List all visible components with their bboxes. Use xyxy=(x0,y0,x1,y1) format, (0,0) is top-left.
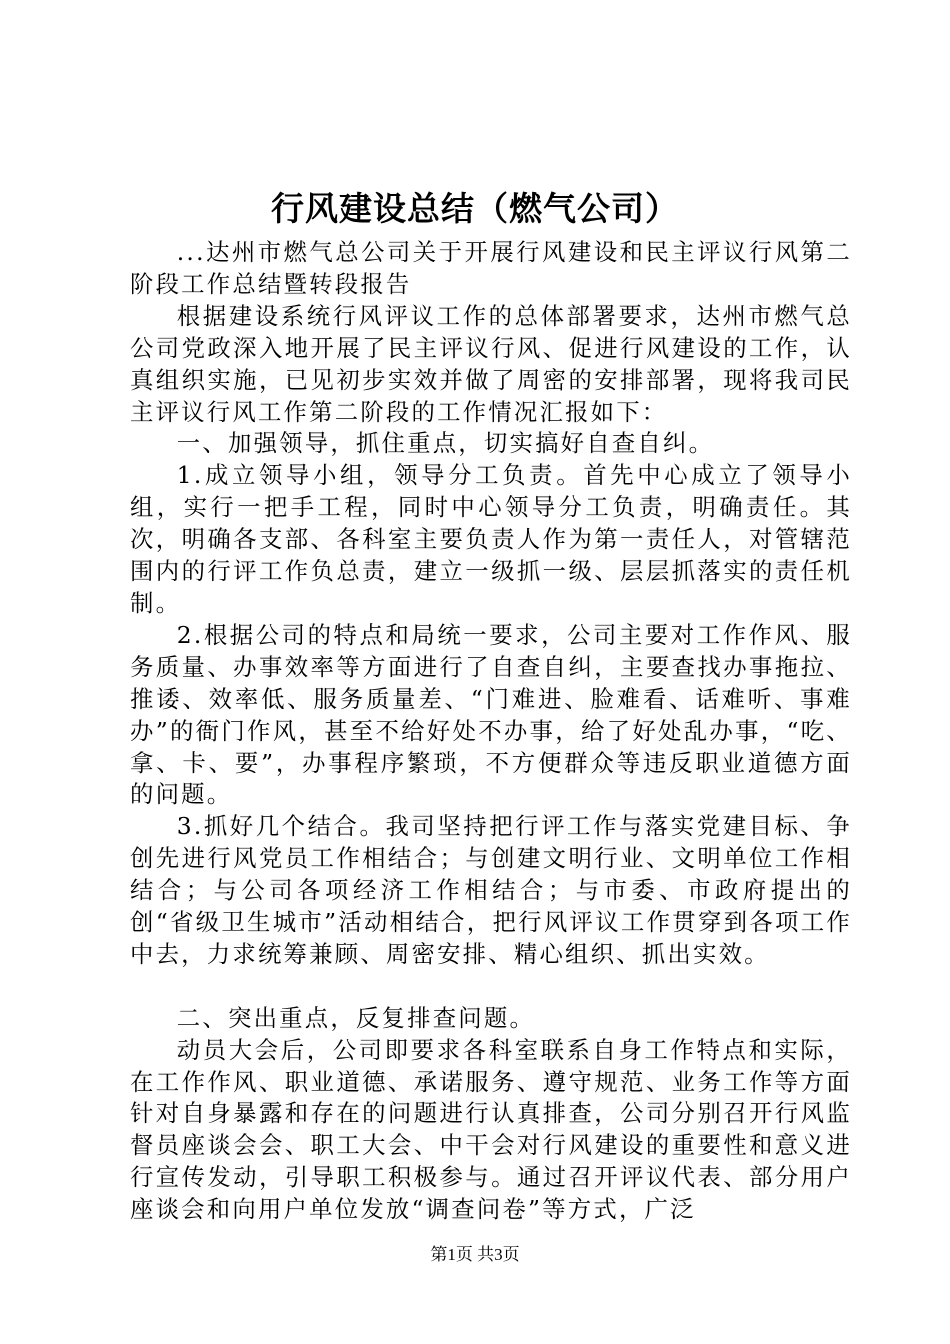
paragraph-item-1: 1.成立领导小组，领导分工负责。首先中心成立了领导小组，实行一把手工程，同时中心领导分工负责，明确责任。其次，明确各支部、各科室主要负责人作为第一责任人，对管辖范围内的行评工作负总责，建立一级抓一级、层层抓落实的责任机制。 xyxy=(130,461,852,617)
section-heading-1: 一、加强领导，抓住重点，切实搞好自查自纠。 xyxy=(176,429,715,458)
paragraph-intro: ...达州市燃气总公司关于开展行风建设和民主评议行风第二阶段工作总结暨转段报告 xyxy=(130,238,852,298)
document-title: 行风建设总结（燃气公司） xyxy=(271,189,679,228)
page-number-footer: 第1页 共3页 xyxy=(430,1245,520,1264)
document-body xyxy=(130,237,852,1226)
paragraph-item-3: 3.抓好几个结合。我司坚持把行评工作与落实党建目标、争创先进行风党员工作相结合；与创建文明行业、文明单位工作相结合；与公司各项经济工作相结合；与市委、市政府提出的创“省级卫生城市”活动相结合，把行风评议工作贯穿到各项工作中去，力求统筹兼顾、周密安排、精心组织、抓出实效。 xyxy=(130,812,852,968)
section-heading-2: 二、突出重点，反复排查问题。 xyxy=(176,1003,536,1032)
paragraph-background: 根据建设系统行风评议工作的总体部署要求，达州市燃气总公司党政深入地开展了民主评议行风、促进行风建设的工作，认真组织实施，已见初步实效并做了周密的安排部署，现将我司民主评议行风工作第二阶段的工作情况汇报如下： xyxy=(130,301,852,426)
paragraph-item-2: 2.根据公司的特点和局统一要求，公司主要对工作作风、服务质量、办事效率等方面进行了自查自纠，主要查找办事拖拉、推诿、效率低、服务质量差、“门难进、脸难看、话难听、事难办”的衙门作风，甚至不给好处不办事，给了好处乱办事，“吃、拿、卡、要”，办事程序繁琐，不方便群众等违反职业道德方面的问题。 xyxy=(130,620,852,809)
paragraph-section-2: 动员大会后，公司即要求各科室联系自身工作特点和实际，在工作作风、职业道德、承诺服务、遵守规范、业务工作等方面针对自身暴露和存在的问题进行认真排查，公司分别召开行风监督员座谈会会、职工大会、中干会对行风建设的重要性和意义进行宣传发动，引导职工积极参与。通过召开评议代表、部分用户座谈会和向用户单位发放“调查问卷”等方式，广泛 xyxy=(130,1035,852,1224)
